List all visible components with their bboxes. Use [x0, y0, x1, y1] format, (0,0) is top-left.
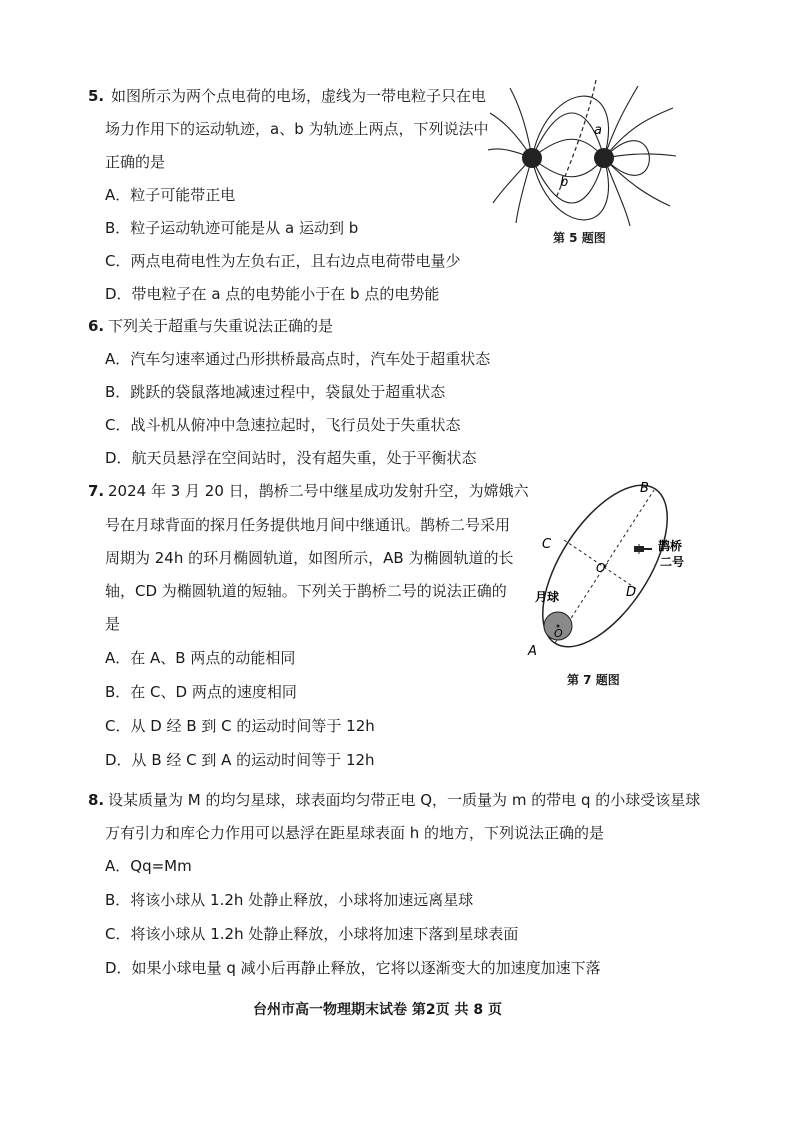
q5-stem-line1: 如图所示为两个点电荷的电场，虚线为一带电粒子只在电	[111, 87, 487, 105]
q8-number: 8.	[88, 791, 105, 809]
q8-stem-line1: 设某质量为 M 的均匀星球，球表面均匀带正电 Q，一质量为 m 的带电 q 的小球受该星球	[108, 791, 701, 809]
q7-stem-line4: 轴，CD 为椭圆轨道的短轴。下列关于鹊桥二号的说法正确的	[105, 582, 507, 600]
q6-option-c: C．战斗机从俯冲中急速拉起时，飞行员处于失重状态	[105, 416, 461, 434]
q7-option-d: D．从 B 经 C 到 A 的运动时间等于 12h	[105, 751, 375, 769]
q5-field-figure	[488, 78, 678, 228]
q5-number: 5.	[88, 87, 105, 105]
q8-option-a: A．Qq=Mm	[105, 857, 192, 875]
q7-label-sat1: 鹊桥	[658, 539, 683, 553]
q5-figure-caption: 第 5 题图	[553, 231, 606, 245]
q6-option-b: B．跳跃的袋鼠落地减速过程中，袋鼠处于超重状态	[105, 383, 446, 401]
q7-satellite-icon	[634, 544, 652, 554]
q5-label-b: b	[560, 175, 569, 190]
q7-stem-line2: 号在月球背面的探月任务提供地月间中继通讯。鹊桥二号采用	[105, 516, 511, 534]
q7-label-D: D	[626, 585, 637, 600]
q7-label-B: B	[640, 481, 649, 496]
q7-option-a: A．在 A、B 两点的动能相同	[105, 649, 296, 667]
q7-number: 7.	[88, 482, 105, 500]
q7-option-b: B．在 C、D 两点的速度相同	[105, 683, 297, 701]
q5-label-a: a	[594, 123, 602, 138]
q8-option-c: C．将该小球从 1.2h 处静止释放，小球将加速下落到星球表面	[105, 925, 519, 943]
q6-number: 6.	[88, 317, 105, 335]
q7-label-A: A	[528, 644, 537, 659]
q7-stem-line5: 是	[105, 615, 121, 633]
q7-label-C: C	[542, 537, 552, 552]
q5-option-b: B．粒子运动轨迹可能是从 a 运动到 b	[105, 219, 359, 237]
q7-label-moon: 月球	[535, 590, 560, 604]
q7-stem-line3: 周期为 24h 的环月椭圆轨道，如图所示，AB 为椭圆轨道的长	[105, 549, 514, 567]
q6-option-d: D．航天员悬浮在空间站时，没有超失重，处于平衡状态	[105, 449, 477, 467]
q8-stem-line2: 万有引力和库仑力作用可以悬浮在距星球表面 h 的地方，下列说法正确的是	[105, 824, 605, 842]
q8-option-d: D．如果小球电量 q 减小后再静止释放，它将以逐渐变大的加速度加速下落	[105, 959, 601, 977]
q7-label-O-prime: O′	[596, 561, 609, 575]
q7-option-c: C．从 D 经 B 到 C 的运动时间等于 12h	[105, 717, 375, 735]
q5-stem-line3: 正确的是	[105, 153, 166, 171]
q7-figure-caption: 第 7 题图	[567, 673, 620, 687]
q7-label-O: O	[554, 627, 563, 640]
q8-option-b: B．将该小球从 1.2h 处静止释放，小球将加速远离星球	[105, 891, 474, 909]
q7-orbit-figure	[520, 478, 710, 663]
q5-option-a: A．粒子可能带正电	[105, 186, 236, 204]
q6-option-a: A．汽车匀速率通过凸形拱桥最高点时，汽车处于超重状态	[105, 350, 491, 368]
q5-left-charge	[522, 148, 542, 168]
q5-option-d: D．带电粒子在 a 点的电势能小于在 b 点的电势能	[105, 285, 440, 303]
page-footer: 台州市高一物理期末试卷 第2页 共 8 页	[253, 1002, 502, 1018]
q7-stem-line1: 2024 年 3 月 20 日，鹊桥二号中继星成功发射升空，为嫦娥六	[108, 482, 529, 500]
q5-option-c: C．两点电荷电性为左负右正，且右边点电荷带电量少	[105, 252, 461, 270]
q5-stem-line2: 场力作用下的运动轨迹，a、b 为轨迹上两点，下列说法中	[105, 120, 489, 138]
q5-right-charge	[594, 148, 614, 168]
q7-label-sat2: 二号	[660, 555, 685, 569]
q6-stem: 下列关于超重与失重说法正确的是	[108, 317, 334, 335]
